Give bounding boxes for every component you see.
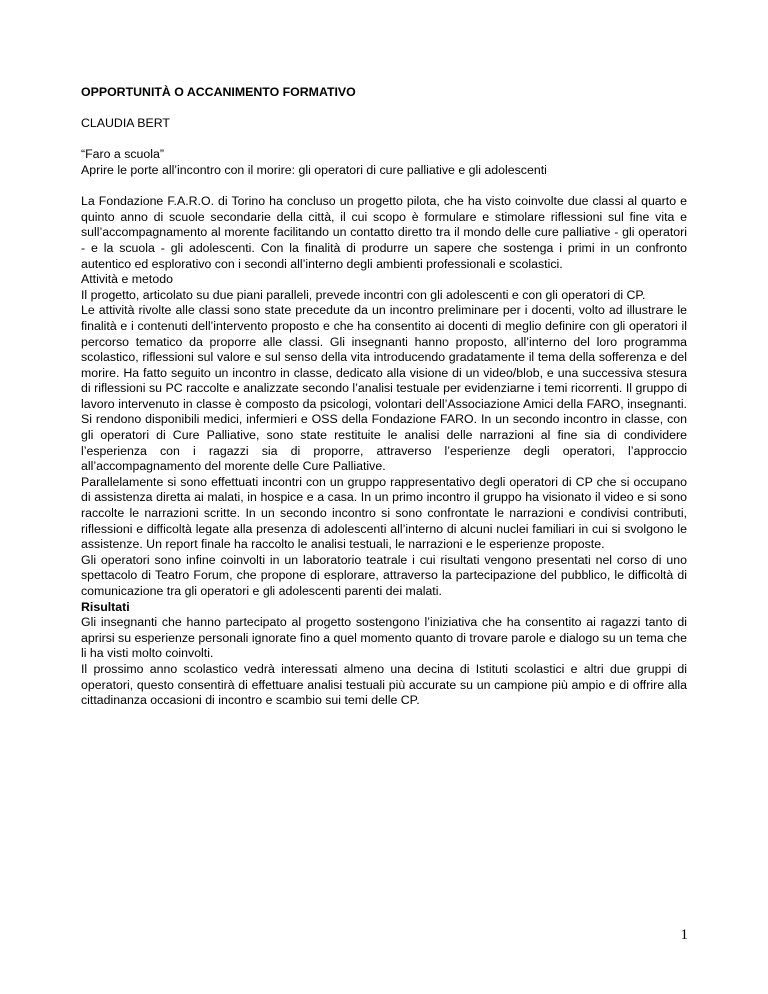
subtitle-quote: “Faro a scuola” xyxy=(81,147,165,162)
methods-paragraph-4: Gli operatori sono infine coinvolti in un laboratorio teatrale i cui risultati vengono presentati nel corso di uno spettacolo di Teatro Forum, che propone di esplorare, attraverso la partecipazione del pubblico, le difficoltà di comunicazione tra gli operatori e gli adolescenti parenti dei malati. xyxy=(81,552,687,598)
document-title: OPPORTUNITÀ O ACCANIMENTO FORMATIVO xyxy=(81,85,356,99)
methods-heading: Attività e metodo xyxy=(81,272,173,287)
page-number: 1 xyxy=(680,927,688,943)
methods-paragraph-1: Il progetto, articolato su due piani paralleli, prevede incontri con gli adolescenti e con gli operatori di CP. xyxy=(81,287,646,302)
methods-paragraph-3: Parallelamente si sono effettuati incontri con un gruppo rappresentativo degli operatori di CP che si occupano di assistenza diretta ai malati, in hospice e a casa. In un primo incontro il gruppo ha visionato il video e si sono raccolte le narrazioni scritte. In un secondo incontro si sono confrontate le narrazioni e condivisi contributi, riflessioni e difficoltà legate alla presenza di adolescenti all’interno di alcuni nuclei familiari in cui si svolgono le assistenze. Un report finale ha raccolto le analisi testuali, le narrazioni e le esperienze proposte. xyxy=(81,474,687,552)
subtitle: Aprire le porte all’incontro con il morire: gli operatori di cure palliative e gli adolescenti xyxy=(81,162,547,177)
results-heading: Risultati xyxy=(81,599,130,614)
methods-paragraph-2: Le attività rivolte alle classi sono state precedute da un incontro preliminare per i docenti, volto ad illustrare le finalità e i contenuti dell’intervento proposto e che ha consentito ai docenti di meglio definire con gli operatori il percorso tematico da proporre alle classi. Gli insegnanti hanno proposto, all’interno del loro programma scolastico, riflessioni sul valore e sul senso della vita introducendo gradatamente il tema della sofferenza e del morire. Ha fatto seguito un incontro in classe, dedicato alla visione di un video/blob, e una successiva stesura di riflessioni su PC raccolte e analizzate secondo l’analisi testuale per evidenziarne i temi ricorrenti. Il gruppo di lavoro intervenuto in classe è composto da psicologi, volontari dell’Associazione Amici della FARO, insegnanti. Si rendono disponibili medici, infermieri e OSS della Fondazione FARO. In un secondo incontro in classe, con gli operatori di Cure Palliative, sono state restituite le analisi delle narrazioni al fine sia di condividere l’esperienza con i ragazzi sia di proporre, attraverso l’esperienze degli operatori, l’approccio all’accompagnamento del morente delle Cure Palliative. xyxy=(81,303,687,474)
intro-paragraph: La Fondazione F.A.R.O. di Torino ha concluso un progetto pilota, che ha visto coinvolte due classi al quarto e quinto anno di scuole secondarie della città, il cui scopo è formulare e stimolare riflessioni sul fine vita e sull’accompagnamento al morente facilitando un contatto diretto tra il mondo delle cure palliative - gli operatori - e la scuola - gli adolescenti. Con la finalità di produrre un sapere che sostenga i primi in un confronto autentico ed esplorativo con i secondi all’interno degli ambienti professionali e scolastici. xyxy=(81,194,687,271)
author-name: CLAUDIA BERT xyxy=(81,116,170,131)
results-paragraph-1: Gli insegnanti che hanno partecipato al progetto sostengono l’iniziativa che ha consentito ai ragazzi tanto di aprirsi su esperienze personali ignorate fino a quel momento quanto di trovare parole e dialogo su un tema che li ha visti molto coinvolti. xyxy=(81,615,687,661)
results-paragraph-2: Il prossimo anno scolastico vedrà interessati almeno una decina di Istituti scolastici e altri due gruppi di operatori, questo consentirà di effettuare analisi testuali più accurate su un campione più ampio e di offrire alla cittadinanza occasioni di incontro e scambio sui temi delle CP. xyxy=(81,661,687,708)
document-body xyxy=(81,85,687,709)
